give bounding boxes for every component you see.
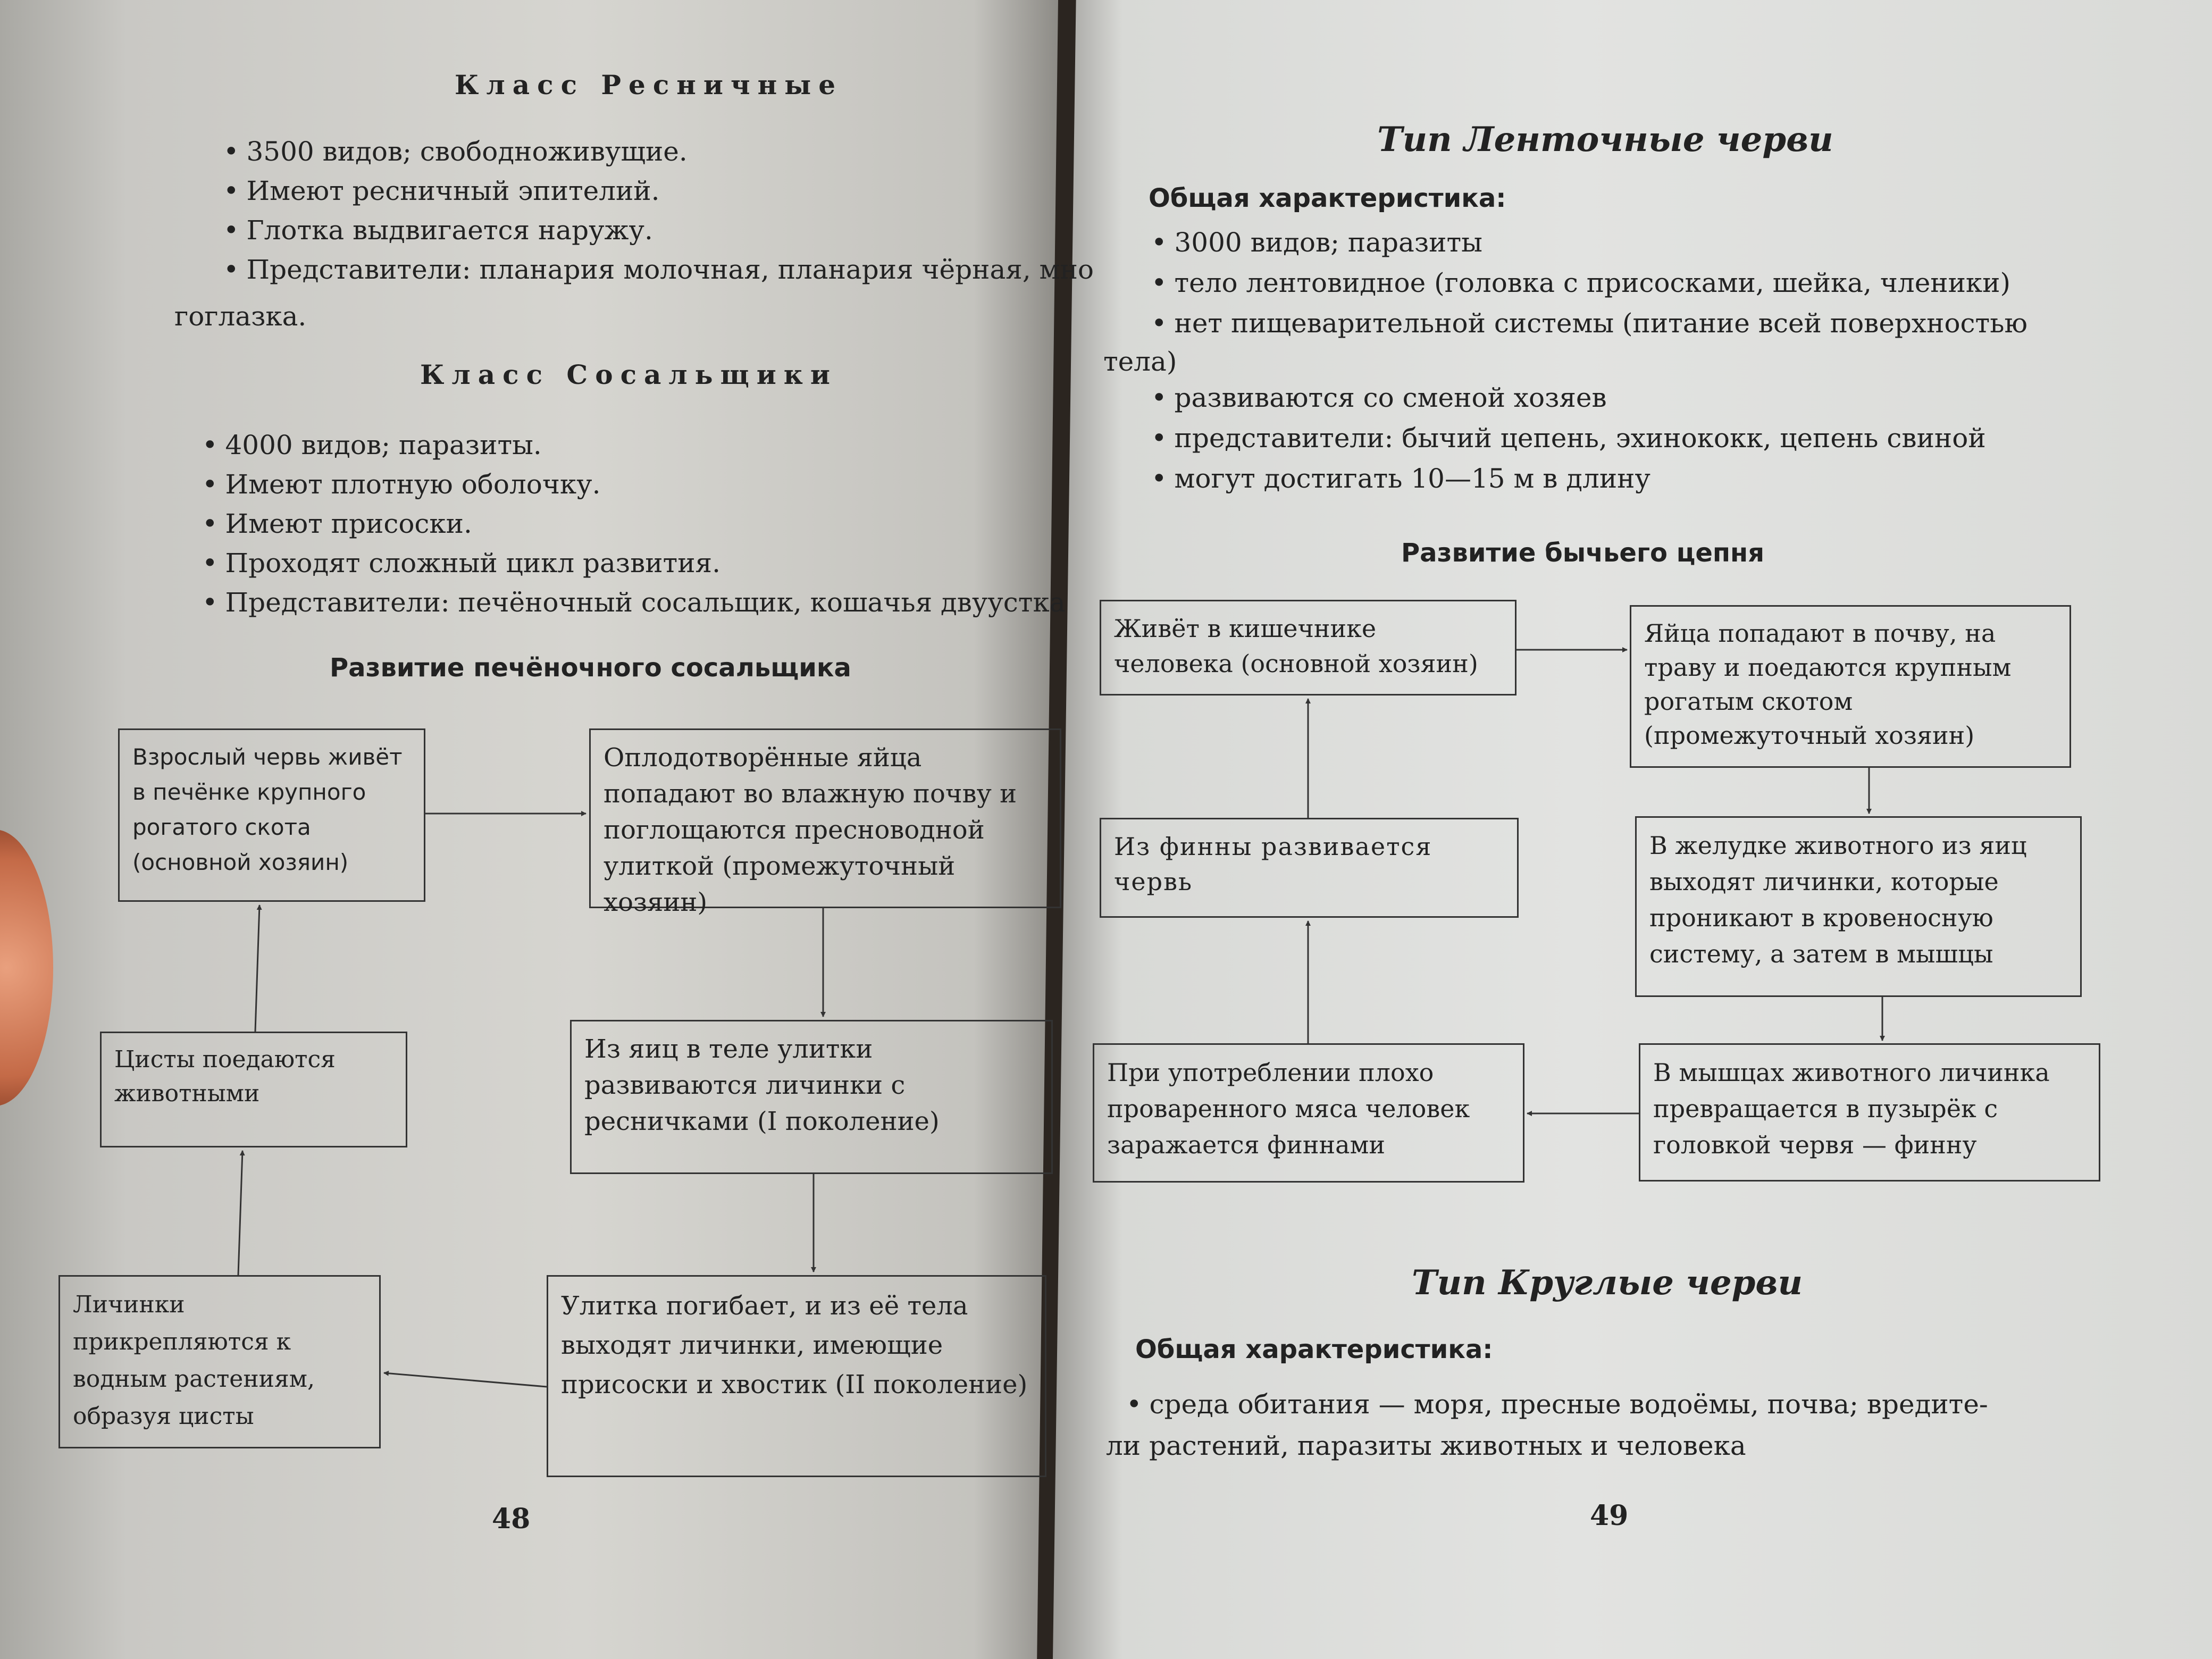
page-number-left: 48 bbox=[492, 1503, 531, 1535]
fluke-box-cysts: Цисты поедаются животными bbox=[100, 1032, 407, 1147]
roundworms-title: Тип Круглые черви bbox=[1412, 1263, 1803, 1303]
ciliated-title: Класс Ресничные bbox=[455, 69, 843, 100]
roundworms-subtitle: Общая характеристика: bbox=[1135, 1335, 1493, 1364]
list-item: • представители: бычий цепень, эхинококк, цепень свиной bbox=[1151, 418, 1986, 458]
tapeworms-list bbox=[1151, 222, 2027, 343]
list-item: • Представители: печёночный сосальщик, кошачья двуустка bbox=[202, 583, 1066, 622]
roundworms-list bbox=[1126, 1385, 1988, 1424]
flukes-title: Класс Сосальщики bbox=[420, 359, 837, 390]
list-item: • 4000 видов; паразиты. bbox=[202, 425, 1066, 465]
list-item: • тело лентовидное (головка с присосками, шейка, членики) bbox=[1151, 263, 2027, 303]
fluke-box-snail-larvae: Из яиц в теле улитки развиваются личинки с ресничками (I поколение) bbox=[570, 1020, 1053, 1174]
list-item: • развиваются со сменой хозяев bbox=[1151, 378, 1986, 418]
list-item: • Имеют присоски. bbox=[202, 504, 1066, 543]
tapeworm-box-intestine: Живёт в кишечнике человека (основной хозяин) bbox=[1100, 600, 1516, 696]
ciliated-list bbox=[223, 132, 1094, 289]
tapeworm-box-meat: При употреблении плохо проваренного мяса человек заражается финнами bbox=[1093, 1043, 1524, 1183]
ciliated-continuation: гоглазка. bbox=[174, 301, 307, 332]
roundworms-continuation: ли растений, паразиты животных и человека bbox=[1106, 1430, 1746, 1461]
list-item: • Представители: планария молочная, планария чёрная, мно bbox=[223, 250, 1094, 289]
fluke-box-snail-dies: Улитка погибает, и из её тела выходят личинки, имеющие присоски и хвостик (II поколение) bbox=[547, 1275, 1046, 1477]
fluke-box-eggs: Оплодотворённые яйца попадают во влажную почву и поглощаются пресноводной улиткой (промежуточный хозяин) bbox=[589, 728, 1061, 908]
list-item: • нет пищеварительной системы (питание всей поверхностью bbox=[1151, 303, 2027, 343]
list-item: • могут достигать 10—15 м в длину bbox=[1151, 458, 1986, 499]
tapeworm-box-muscles: В мышцах животного личинка превращается в пузырёк с головкой червя — финну bbox=[1639, 1043, 2100, 1182]
page-number-right: 49 bbox=[1590, 1499, 1629, 1532]
tapeworm-box-finna: Из финны развивается червь bbox=[1100, 818, 1519, 918]
flukes-list bbox=[202, 425, 1066, 622]
tapeworms-continuation: тела) bbox=[1103, 346, 1177, 377]
tapeworm-diagram-title: Развитие бычьего цепня bbox=[1401, 538, 1765, 568]
list-item: • Глотка выдвигается наружу. bbox=[223, 211, 1094, 250]
tapeworms-title: Тип Ленточные черви bbox=[1377, 120, 1833, 160]
fluke-diagram-title: Развитие печёночного сосальщика bbox=[330, 653, 851, 683]
list-item: • среда обитания — моря, пресные водоёмы, почва; вредите- bbox=[1126, 1385, 1988, 1424]
list-item: • Проходят сложный цикл развития. bbox=[202, 543, 1066, 583]
list-item: • 3500 видов; свободноживущие. bbox=[223, 132, 1094, 171]
tapeworms-subtitle: Общая характеристика: bbox=[1149, 183, 1506, 213]
tapeworms-list-2 bbox=[1151, 378, 1986, 499]
list-item: • Имеют ресничный эпителий. bbox=[223, 171, 1094, 211]
tapeworm-box-soil: Яйца попадают в почву, на траву и поедаются крупным рогатым скотом (промежуточный хозяин) bbox=[1630, 605, 2071, 768]
list-item: • Имеют плотную оболочку. bbox=[202, 465, 1066, 504]
fluke-box-attach: Личинки прикрепляются к водным растениям, образуя цисты bbox=[58, 1275, 381, 1448]
fluke-box-adult: Взрослый червь живёт в печёнке крупного рогатого скота (основной хозяин) bbox=[118, 728, 425, 902]
list-item: • 3000 видов; паразиты bbox=[1151, 222, 2027, 263]
tapeworm-box-stomach: В желудке животного из яиц выходят личинки, которые проникают в кровеносную систему, а затем в мышцы bbox=[1635, 816, 2082, 997]
